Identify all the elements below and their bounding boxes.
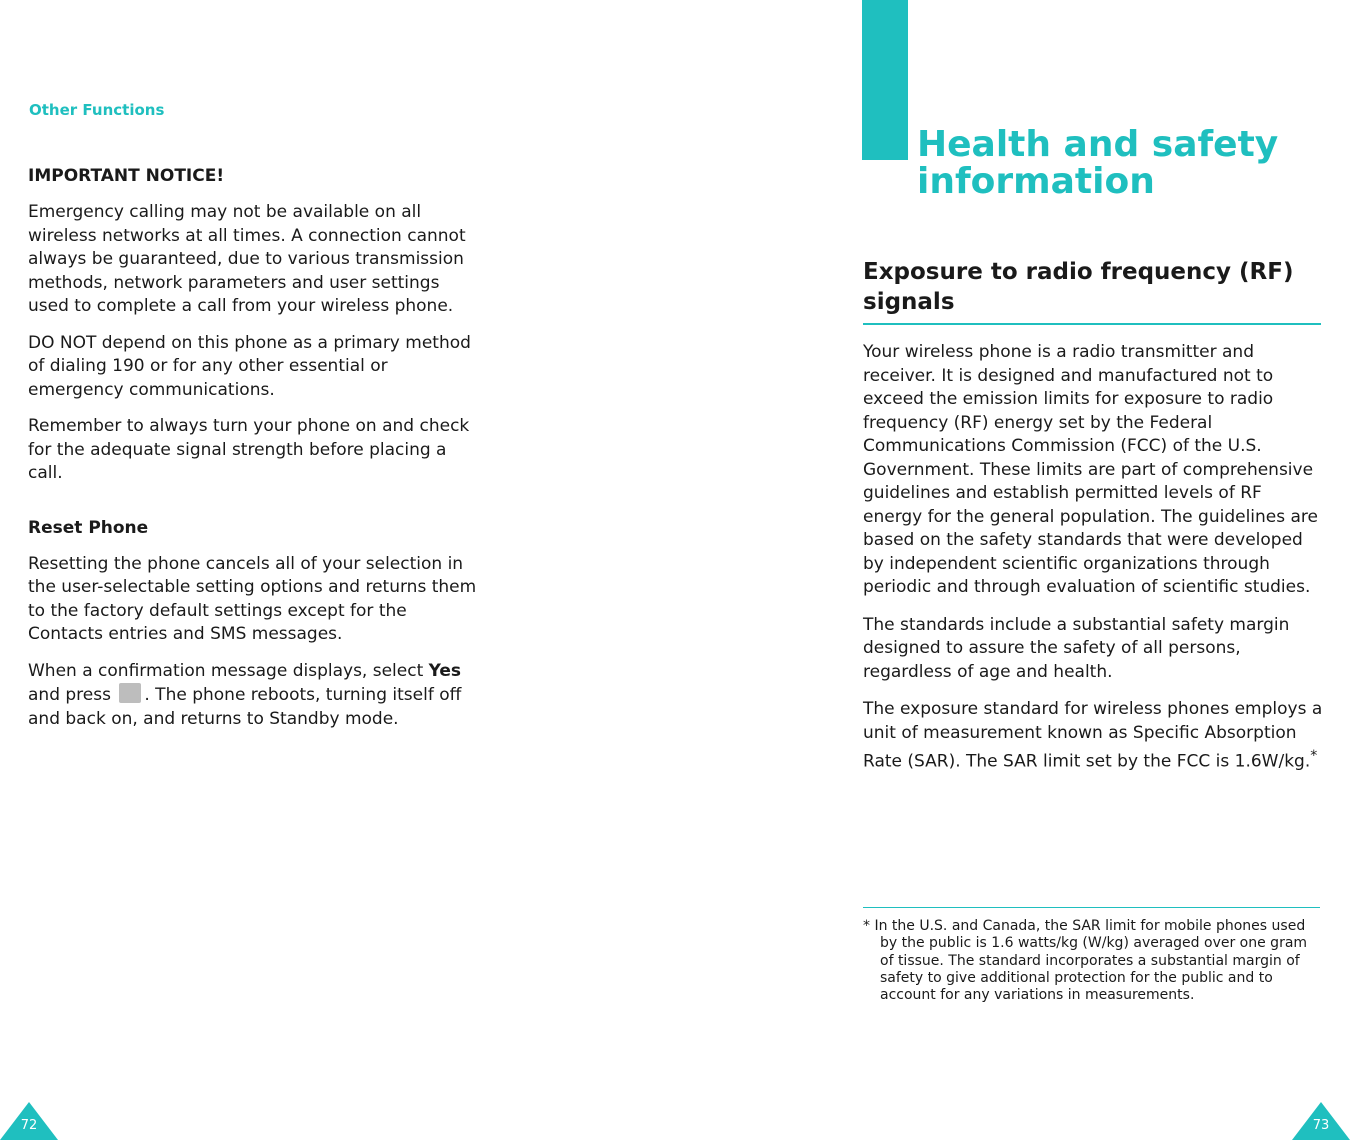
notice-paragraph-2: DO NOT depend on this phone as a primary method of dialing 190 or for any other essential or emergency communications.: [28, 332, 471, 400]
important-notice-heading: IMPORTANT NOTICE!: [28, 166, 225, 186]
reset-text-part2: and press: [28, 685, 117, 705]
chapter-title-line1: Health and safety: [917, 124, 1279, 165]
left-content: [28, 164, 484, 744]
rf-paragraph-3: [863, 698, 1323, 774]
footnote: * In the U.S. and Canada, the SAR limit for mobile phones used by the public is 1.6 watts/kg (W/kg) averaged over one gram of tissue. The standard incorporates a substantial margin of safety to give additional protection for the public and to account for any variations in measurements.: [863, 918, 1308, 1004]
ok-key-icon: [119, 683, 141, 703]
chapter-title: [917, 126, 1317, 200]
reset-paragraph-1: Resetting the phone cancels all of your selection in the user-selectable setting options and returns them to the factory default settings except for the Contacts entries and SMS messages.: [28, 553, 477, 644]
page-number-left: 72: [20, 1118, 38, 1133]
chapter-accent-bar: [862, 0, 908, 160]
yes-option-label: Yes: [428, 660, 462, 681]
footnote-divider: [863, 907, 1320, 908]
reset-paragraph-2: [28, 660, 484, 732]
notice-paragraph-3: Remember to always turn your phone on and check for the adequate signal strength before placing a call.: [28, 416, 470, 483]
rf-paragraph-2: The standards include a substantial safety margin designed to assure the safety of all persons, regardless of age and health.: [863, 614, 1290, 682]
reset-text-part1: When a confirmation message displays, select: [28, 660, 429, 681]
rf-paragraph-1: Your wireless phone is a radio transmitter and receiver. It is designed and manufactured not to exceed the emission limits for exposure to radio frequency (RF) energy set by the Federal Communications Commission (FCC) of the U.S. Government. These limits are part of comprehensive guidelines and establish permitted levels of RF energy for the general population. The guidelines are based on the safety standards that were developed by independent scientific organizations through periodic and through evaluation of scientific studies.: [863, 342, 1318, 597]
reset-phone-heading: Reset Phone: [28, 517, 149, 538]
rf-section-heading: Exposure to radio frequency (RF) signals: [863, 257, 1321, 325]
right-page: [675, 0, 1350, 1140]
section-label: Other Functions: [29, 101, 165, 119]
page-number-right: 73: [1312, 1118, 1330, 1133]
chapter-title-line2: information: [917, 161, 1155, 202]
notice-paragraph-1: Emergency calling may not be available on all wireless networks at all times. A connection cannot always be guaranteed, due to various transmission methods, network parameters and user settings used to complete a call from your wireless phone.: [28, 202, 466, 316]
rf-paragraph-3-text: The exposure standard for wireless phones employs a unit of measurement known as Specific Absorption Rate (SAR). The SAR limit set by the FCC is 1.6W/kg.: [863, 699, 1323, 772]
right-content: [863, 341, 1323, 788]
footnote-marker: *: [1310, 748, 1318, 764]
reset-text-part3: . The phone reboots, turning itself off and back on, and returns to Standby mode.: [28, 685, 462, 729]
